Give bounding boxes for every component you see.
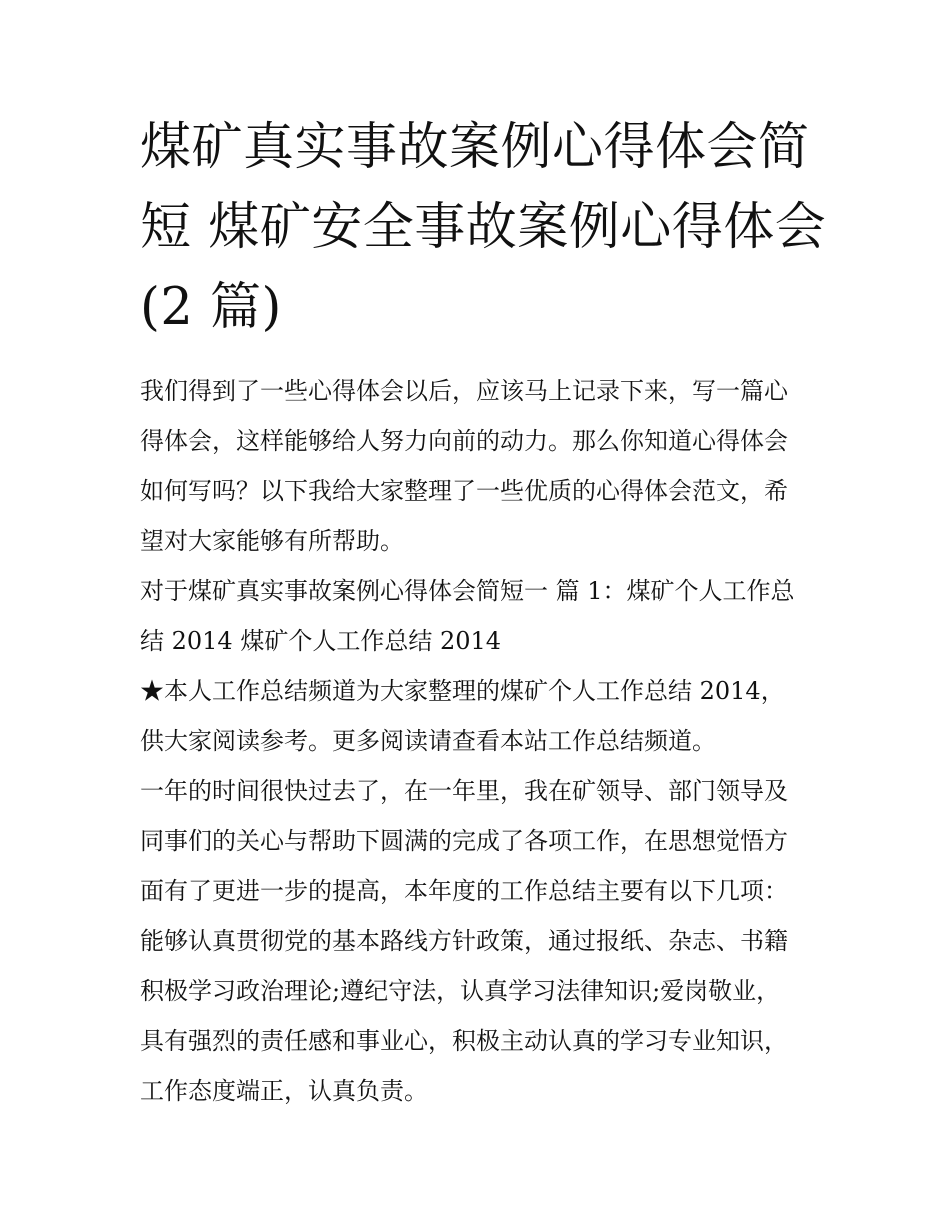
title-line: 煤矿真实事故案例心得体会简 — [140, 118, 810, 177]
text-line: 一年的时间很快过去了，在一年里，我在矿领导、部门领导及 — [140, 777, 788, 805]
text-line: 对于煤矿真实事故案例心得体会简短一 篇 1：煤矿个人工作总 — [140, 577, 795, 605]
text-line: 工作态度端正，认真负责。 — [140, 1077, 428, 1105]
body-paragraph — [140, 766, 815, 1116]
text-line: ★本人工作总结频道为大家整理的煤矿个人工作总结 2014， — [140, 677, 785, 705]
intro-paragraph — [140, 366, 815, 566]
text-line: 能够认真贯彻党的基本路线方针政策，通过报纸、杂志、书籍 — [140, 927, 788, 955]
star-note-paragraph — [140, 666, 815, 766]
document-title — [140, 108, 827, 348]
text-line: 结 2014 煤矿个人工作总结 2014 — [140, 627, 502, 655]
section-heading-paragraph — [140, 566, 815, 666]
text-line: 积极学习政治理论;遵纪守法，认真学习法律知识;爱岗敬业， — [140, 977, 781, 1005]
title-line: 短 煤矿安全事故案例心得体会 — [140, 198, 827, 257]
text-line: 得体会，这样能够给人努力向前的动力。那么你知道心得体会 — [140, 427, 788, 455]
document-page — [140, 108, 827, 1116]
text-line: 供大家阅读参考。更多阅读请查看本站工作总结频道。 — [140, 727, 716, 755]
text-line: 同事们的关心与帮助下圆满的完成了各项工作，在思想觉悟方 — [140, 827, 788, 855]
text-line: 我们得到了一些心得体会以后，应该马上记录下来，写一篇心 — [140, 377, 788, 405]
title-line: (2 篇) — [140, 278, 282, 337]
text-line: 具有强烈的责任感和事业心，积极主动认真的学习专业知识， — [140, 1027, 788, 1055]
text-line: 望对大家能够有所帮助。 — [140, 527, 404, 555]
text-line: 如何写吗？以下我给大家整理了一些优质的心得体会范文，希 — [140, 477, 788, 505]
text-line: 面有了更进一步的提高，本年度的工作总结主要有以下几项： — [140, 877, 788, 905]
